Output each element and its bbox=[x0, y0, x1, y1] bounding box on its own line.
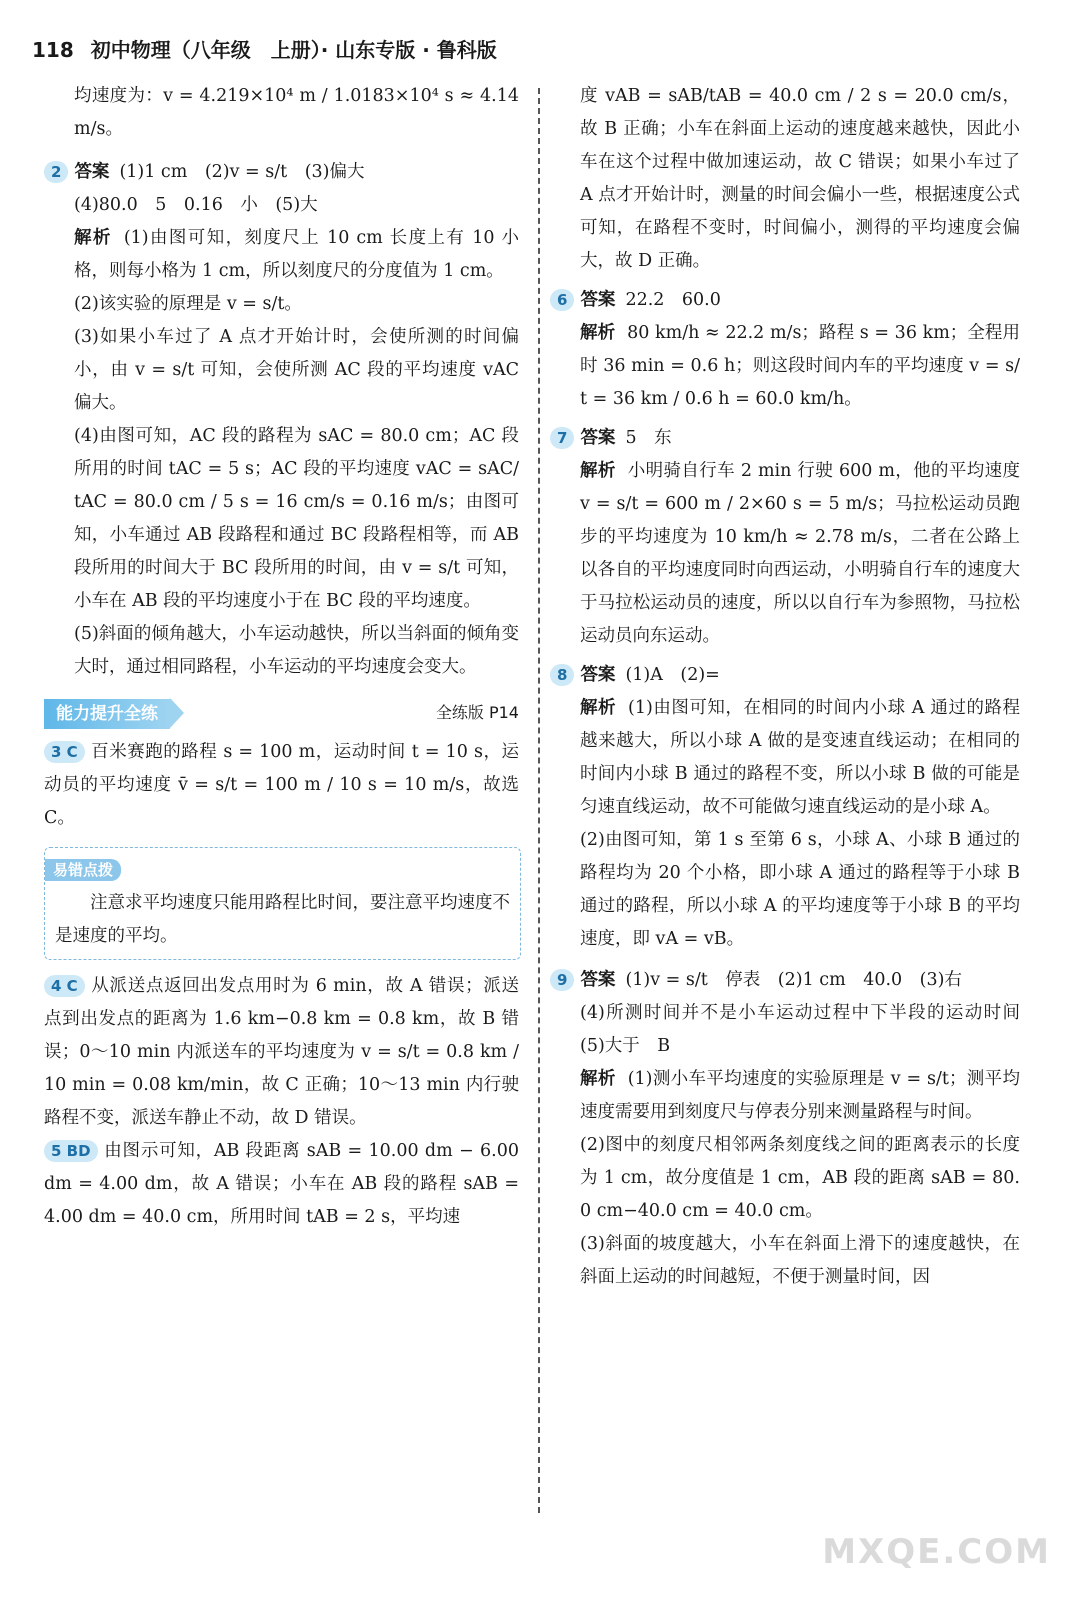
paragraph: 由图示可知，AB 段距离 sAB = 10.00 dm − 6.00 dm = 4.00 dm，故 A 错误；小车在 AB 段的路程 sAB = 4.00 dm = 40.0 cm，所用时间 tAB = 2 s，平均速 bbox=[44, 1141, 519, 1227]
paragraph: (4)由图可知，AC 段的路程为 sAC = 80.0 cm；AC 段所用的时间 tAC = 5 s；AC 段的平均速度 vAC = sAC/tAC = 80.0 cm / 5 s = 16 cm/s = 0.16 m/s；由图可知，小车通过 AB 段路程和通过 BC 段路程相等，而 AB 段所用的时间大于 BC 段所用的时间，由 v = s/t 可知，小车在 AB 段的平均速度小于在 BC 段的平均速度。 bbox=[74, 426, 519, 611]
tip-box bbox=[44, 847, 521, 960]
paragraph: (2)该实验的原理是 v = s/t。 bbox=[74, 294, 302, 314]
question-badge: 6 bbox=[550, 289, 574, 311]
question-9-header bbox=[550, 964, 1020, 997]
question-6-header bbox=[550, 284, 1020, 317]
question-badge: 2 bbox=[44, 161, 68, 183]
paragraph: 小明骑自行车 2 min 行驶 600 m，他的平均速度 v = s/t = 600 m / 2×60 s = 5 m/s；马拉松运动员跑步的平均速度为 10 km/h ≈ 2.78 m/s，二者在公路上以各自的平均速度同时向西运动，小明骑自行车的速度大于马拉松运动员的速度，所以以自行车为参照物，马拉松运动员向东运动。 bbox=[580, 461, 1021, 646]
tip-text: 注意求平均速度只能用路程比时间，要注意平均速度不是速度的平均。 bbox=[55, 893, 510, 946]
paragraph: (1)测小车平均速度的实验原理是 v = s/t；测平均速度需要用到刻度尺与停表分别来测量路程与时间。 bbox=[580, 1069, 1020, 1122]
question-badge: 3 C bbox=[44, 741, 85, 763]
question-badge: 8 bbox=[550, 664, 574, 686]
column-divider bbox=[538, 88, 540, 1513]
question-5 bbox=[44, 1135, 519, 1234]
section-arrow-icon bbox=[170, 698, 184, 728]
paragraph: (3)斜面的坡度越大，小车在斜面上滑下的速度越快，在斜面上运动的时间越短，不便于测量时间，因 bbox=[580, 1234, 1020, 1287]
answer-label: 答案 bbox=[580, 428, 616, 448]
question-badge: 7 bbox=[550, 427, 574, 449]
analysis-label: 解析 bbox=[580, 1069, 616, 1089]
answer-text: (1)1 cm (2)v = s/t (3)偏大 bbox=[119, 162, 365, 182]
question-badge: 4 C bbox=[44, 975, 85, 997]
paragraph: (5)斜面的倾角越大，小车运动越快，所以当斜面的倾角变大时，通过相同路程，小车运动的平均速度会变大。 bbox=[74, 624, 519, 677]
analysis-label: 解析 bbox=[74, 228, 112, 248]
paragraph: (1)由图可知，刻度尺上 10 cm 长度上有 10 小格，则每小格为 1 cm，所以刻度尺的分度值为 1 cm。 bbox=[74, 228, 519, 281]
paragraph: (2)图中的刻度尺相邻两条刻度线之间的距离表示的长度为 1 cm，故分度值是 1 cm，AB 段的距离 sAB = 80.0 cm−40.0 cm = 40.0 cm。 bbox=[580, 1135, 1020, 1221]
answer-label: 答案 bbox=[580, 665, 616, 685]
analysis-label: 解析 bbox=[580, 323, 616, 343]
paragraph: 百米赛跑的路程 s = 100 m，运动时间 t = 10 s，运动员的平均速度 v̄ = s/t = 100 m / 10 s = 10 m/s，故选 C。 bbox=[44, 742, 519, 828]
page-number: 118 bbox=[32, 38, 74, 62]
page-header bbox=[32, 34, 497, 64]
answer-text: 22.2 60.0 bbox=[625, 290, 721, 310]
answer-text: (4)80.0 5 0.16 小 (5)大 bbox=[74, 195, 318, 215]
paragraph: 从派送点返回出发点用时为 6 min，故 A 错误；派送点到出发点的距离为 1.6 km−0.8 km = 0.8 km，故 B 错误；0～10 min 内派送车的平均速度为 v = s/t = 0.8 km / 10 min = 0.08 km/min，故 C 正确；10～13 min 内行驶路程不变，派送车静止不动，故 D 错误。 bbox=[44, 976, 519, 1128]
right-column bbox=[557, 80, 1038, 1294]
answer-label: 答案 bbox=[74, 162, 110, 182]
paragraph: 度 vAB = sAB/tAB = 40.0 cm / 2 s = 20.0 cm/s，故 B 正确；小车在斜面上运动的速度越来越快，因此小车在这个过程中做加速运动，故 C 错误；如果小车过了 A 点才开始计时，测量的时间会偏小一些，根据速度公式可知，在路程不变时，时间偏小，测得的平均速度会偏大，故 D 正确。 bbox=[580, 86, 1020, 271]
answer-label: 答案 bbox=[580, 970, 616, 990]
tip-title: 易错点拨 bbox=[45, 859, 121, 881]
answer-text: 5 东 bbox=[625, 428, 672, 448]
left-column bbox=[44, 80, 519, 1234]
question-8-header bbox=[550, 659, 1020, 692]
section-bar bbox=[44, 698, 519, 728]
paragraph: (1)由图可知，在相同的时间内小球 A 通过的路程越来越大，所以小球 A 做的是变速直线运动；在相同的时间内小球 B 通过的路程不变，所以小球 B 做的可能是匀速直线运动，故不可能做匀速直线运动的是小球 A。 bbox=[580, 698, 1020, 817]
section-title: 能力提升全练 bbox=[44, 699, 170, 729]
paragraph: 80 km/h ≈ 22.2 m/s；路程 s = 36 km；全程用时 36 min = 0.6 h；则这段时间内车的平均速度 v = s/t = 36 km / 0.6 h = 60.0 km/h。 bbox=[580, 323, 1020, 409]
answer-label: 答案 bbox=[580, 290, 616, 310]
question-7-header bbox=[550, 422, 1020, 455]
question-4 bbox=[44, 970, 519, 1135]
answer-text: (4)所测时间并不是小车运动过程中下半段的运动时间 (5)大于 B bbox=[580, 1003, 1038, 1056]
analysis-label: 解析 bbox=[580, 461, 616, 481]
section-ref: 全练版 P14 bbox=[435, 703, 519, 722]
answer-text: (1)v = s/t 停表 (2)1 cm 40.0 (3)右 bbox=[625, 970, 962, 990]
paragraph: (2)由图可知，第 1 s 至第 6 s，小球 A、小球 B 通过的路程均为 20 个小格，即小球 A 通过的路程等于小球 B 通过的路程，所以小球 A 的平均速度等于小球 B 的平均速度，即 vA = vB。 bbox=[580, 830, 1020, 949]
question-2-header bbox=[44, 156, 519, 189]
answer-text: (1)A (2)= bbox=[625, 665, 720, 685]
watermark: MXQE.COM bbox=[822, 1532, 1051, 1572]
paragraph: 均速度为：v = 4.219×10⁴ m / 1.0183×10⁴ s ≈ 4.14 m/s。 bbox=[74, 86, 519, 139]
question-3 bbox=[44, 736, 519, 835]
book-title: 初中物理（八年级 上册）· 山东专版 · 鲁科版 bbox=[90, 38, 497, 62]
question-badge: 9 bbox=[550, 969, 574, 991]
paragraph: (3)如果小车过了 A 点才开始计时，会使所测的时间偏小，由 v = s/t 可知，会使所测 AC 段的平均速度 vAC 偏大。 bbox=[74, 327, 519, 413]
analysis-label: 解析 bbox=[580, 698, 617, 718]
question-badge: 5 BD bbox=[44, 1140, 98, 1162]
